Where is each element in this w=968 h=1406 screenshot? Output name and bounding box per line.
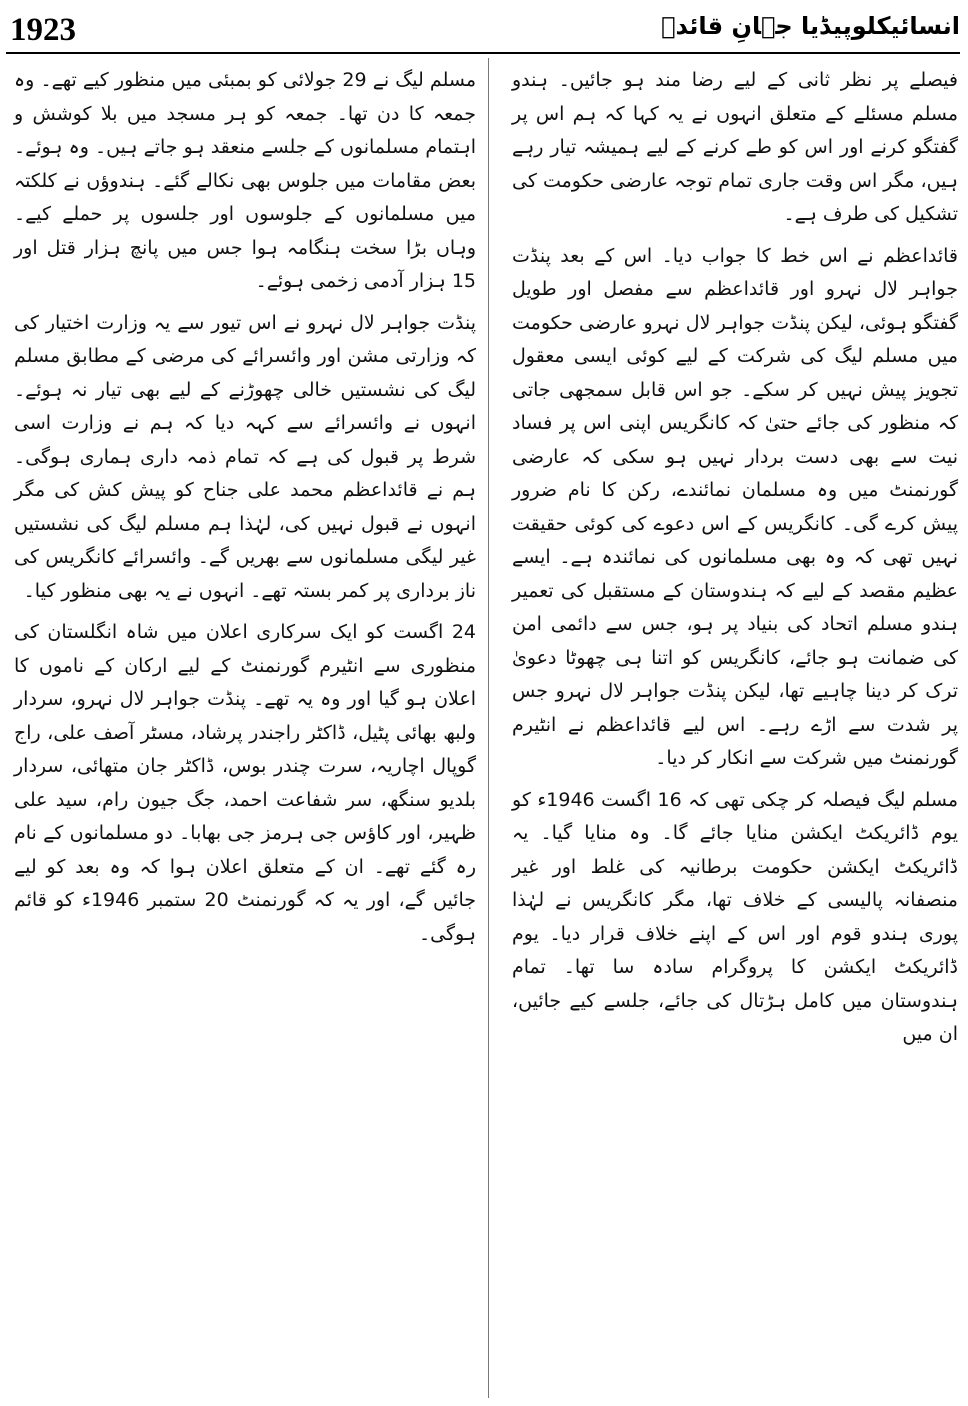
right-column — [512, 64, 958, 1060]
left-paragraph-1: مسلم لیگ نے 29 جولائی کو بمبئی میں منظور کیے تھے۔ وہ جمعہ کا دن تھا۔ جمعہ کو ہر مسجد میں بلا کوشش و اہتمام مسلمانوں کے جلسے منعقد ہو جاتے ہیں۔ وہ ہوئے۔ بعض مقامات میں جلوس بھی نکالے گئے۔ ہندوؤں نے کلکتہ میں مسلمانوں کے جلوسوں اور جلسوں پر حملے کیے۔ وہاں بڑا سخت ہنگامہ ہوا جس میں پانچ ہزار قتل اور 15 ہزار آدمی زخمی ہوئے۔ — [14, 69, 476, 292]
header-rule — [6, 52, 960, 54]
left-paragraph-3: 24 اگست کو ایک سرکاری اعلان میں شاہ انگلستان کی منظوری سے انٹیرم گورنمنٹ کے لیے ارکان کے ناموں کا اعلان ہو گیا اور وہ یہ تھے۔ پنڈت جواہر لال نہرو، سردار ولبھ بھائی پٹیل، ڈاکٹر راجندر پرشاد، مسٹر آصف علی، راج گوپال اچاریہ، سرت چندر بوس، ڈاکٹر جان متھائی، سردار بلدیو سنگھ، سر شفاعت احمد، جگ جیون رام، سید علی ظہیر، اور کاؤس جی ہرمز جی بھابا۔ دو مسلمانوں کے نام رہ گئے تھے۔ ان کے متعلق اعلان ہوا کہ وہ بعد کو لیے جائیں گے، اور یہ کہ گورنمنٹ 20 ستمبر 1946ء کو قائم ہوگی۔ — [14, 621, 476, 945]
left-paragraph-2: پنڈت جواہر لال نہرو نے اس تیور سے یہ وزارت اختیار کی کہ وزارتی مشن اور وائسرائے کی مرضی کے مطابق مسلم لیگ کی نشستیں خالی چھوڑنے کے لیے بھی تیار نہ ہوئے۔ انہوں نے وائسرائے سے کہہ دیا کہ ہم نے وزارت اسی شرط پر قبول کی ہے کہ تمام ذمہ داری ہماری ہوگی۔ ہم نے قائداعظم محمد علی جناح کو پیش کش کی مگر انہوں نے قبول نہیں کی، لہٰذا ہم مسلم لیگ کی نشستیں غیر لیگی مسلمانوں سے بھریں گے۔ وائسرائے کانگریس کی ناز برداری پر کمر بستہ تھے۔ انہوں نے یہ بھی منظور کیا۔ — [14, 311, 476, 602]
running-title: انسائیکلوپیڈیا جہانِ قائدؒ — [661, 12, 960, 40]
column-divider — [488, 58, 489, 1398]
left-column — [14, 64, 476, 959]
right-paragraph-3: مسلم لیگ فیصلہ کر چکی تھی کہ 16 اگست 1946ء کو یوم ڈائریکٹ ایکشن منایا جائے گا۔ وہ منایا گیا۔ یہ ڈائریکٹ ایکشن حکومت برطانیہ کی غلط اور غیر منصفانہ پالیسی کے خلاف تھا، مگر کانگریس نے لہٰذا پوری ہندو قوم اور اس کے اپنے خلاف قرار دیا۔ یوم ڈائریکٹ ایکشن کا پروگرام سادہ سا تھا۔ تمام ہندوستان میں کامل ہڑتال کی جائے، جلسے کیے جائیں، ان میں — [512, 788, 959, 1045]
right-paragraph-2: قائداعظم نے اس خط کا جواب دیا۔ اس کے بعد پنڈت جواہر لال نہرو اور قائداعظم سے مفصل اور طویل گفتگو ہوئی، لیکن پنڈت جواہر لال نہرو عارضی حکومت میں مسلم لیگ کی شرکت کے لیے کوئی ایسی معقول تجویز پیش نہیں کر سکے۔ جو اس قابل سمجھی جاتی کہ منظور کی جائے حتیٰ کہ کانگریس اپنی اس پر فساد نیت سے بھی دست بردار نہیں ہو سکی کہ عارضی گورنمنٹ میں وہ مسلمان نمائندے، رکن کا نام ضرور پیش کرے گی۔ کانگریس کے اس دعوے کی کوئی حقیقت نہیں تھی کہ وہ بھی مسلمانوں کی نمائندہ ہے۔ ایسے عظیم مقصد کے لیے کہ ہندوستان کے مستقبل کی تعمیر ہندو مسلم اتحاد کی بنیاد پر ہو، جس سے دائمی امن کی ضمانت ہو جائے، کانگریس کو اتنا ہی چھوٹا دعویٰ ترک کر دینا چاہیے تھا، لیکن پنڈت جواہر لال نہرو جس پر شدت سے اڑے رہے۔ اس لیے قائداعظم نے انٹیرم گورنمنٹ میں شرکت سے انکار کر دیا۔ — [512, 244, 958, 769]
page-number: 1923 — [10, 12, 76, 48]
right-paragraph-1: فیصلے پر نظر ثانی کے لیے رضا مند ہو جائیں۔ ہندو مسلم مسئلے کے متعلق انہوں نے یہ کہا کہ ہم اس پر گفتگو کرنے اور اس کو طے کرنے کے لیے ہمیشہ تیار رہے ہیں، مگر اس وقت جاری تمام توجہ عارضی حکومت کی تشکیل کی طرف ہے۔ — [512, 69, 958, 225]
